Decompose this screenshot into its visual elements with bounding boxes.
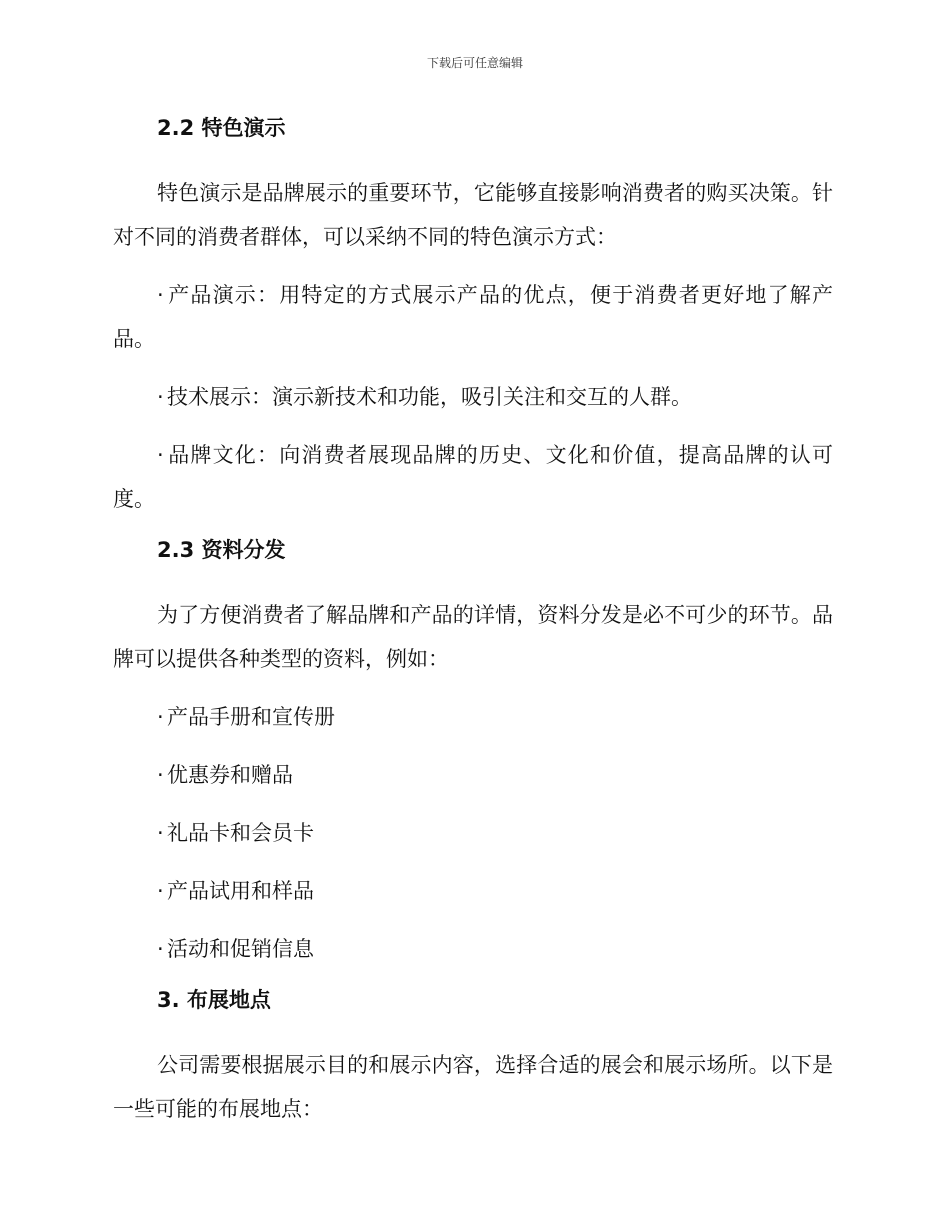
bullet-dot: · <box>157 763 164 787</box>
bullet-item <box>113 433 833 521</box>
bullet-item <box>113 811 833 855</box>
bullet-text: 产品手册和宣传册 <box>167 705 335 729</box>
bullet-dot: · <box>157 385 164 409</box>
bullet-item <box>113 753 833 797</box>
section-heading-2-3: 2.3 资料分发 <box>157 538 286 562</box>
document-body <box>113 113 833 1145</box>
bullet-item <box>113 695 833 739</box>
section-heading-3: 3. 布展地点 <box>157 988 271 1012</box>
bullet-item <box>113 375 833 419</box>
section-2-2-intro: 特色演示是品牌展示的重要环节，它能够直接影响消费者的购买决策。针对不同的消费者群体，可以采纳不同的特色演示方式： <box>113 181 833 249</box>
bullet-dot: · <box>157 443 164 467</box>
bullet-item <box>113 927 833 971</box>
bullet-text: 活动和促销信息 <box>167 937 314 961</box>
bullet-text: 优惠券和赠品 <box>167 763 293 787</box>
bullet-text: 产品演示：用特定的方式展示产品的优点，便于消费者更好地了解产品。 <box>113 283 833 351</box>
bullet-item <box>113 869 833 913</box>
section-2-3-intro: 为了方便消费者了解品牌和产品的详情，资料分发是必不可少的环节。品牌可以提供各种类型的资料，例如： <box>113 603 833 671</box>
bullet-text: 产品试用和样品 <box>167 879 314 903</box>
bullet-text: 技术展示：演示新技术和功能，吸引关注和交互的人群。 <box>167 385 692 409</box>
bullet-dot: · <box>157 879 164 903</box>
bullet-dot: · <box>157 937 164 961</box>
section-3-intro: 公司需要根据展示目的和展示内容，选择合适的展会和展示场所。以下是一些可能的布展地点： <box>113 1053 833 1121</box>
bullet-dot: · <box>157 705 164 729</box>
bullet-text: 品牌文化：向消费者展现品牌的历史、文化和价值，提高品牌的认可度。 <box>113 443 833 511</box>
bullet-text: 礼品卡和会员卡 <box>167 821 314 845</box>
bullet-item <box>113 273 833 361</box>
bullet-dot: · <box>157 821 164 845</box>
bullet-dot: · <box>157 283 164 307</box>
page-header: 下载后可任意编辑 <box>426 56 523 70</box>
section-heading-2-2: 2.2 特色演示 <box>157 116 286 140</box>
